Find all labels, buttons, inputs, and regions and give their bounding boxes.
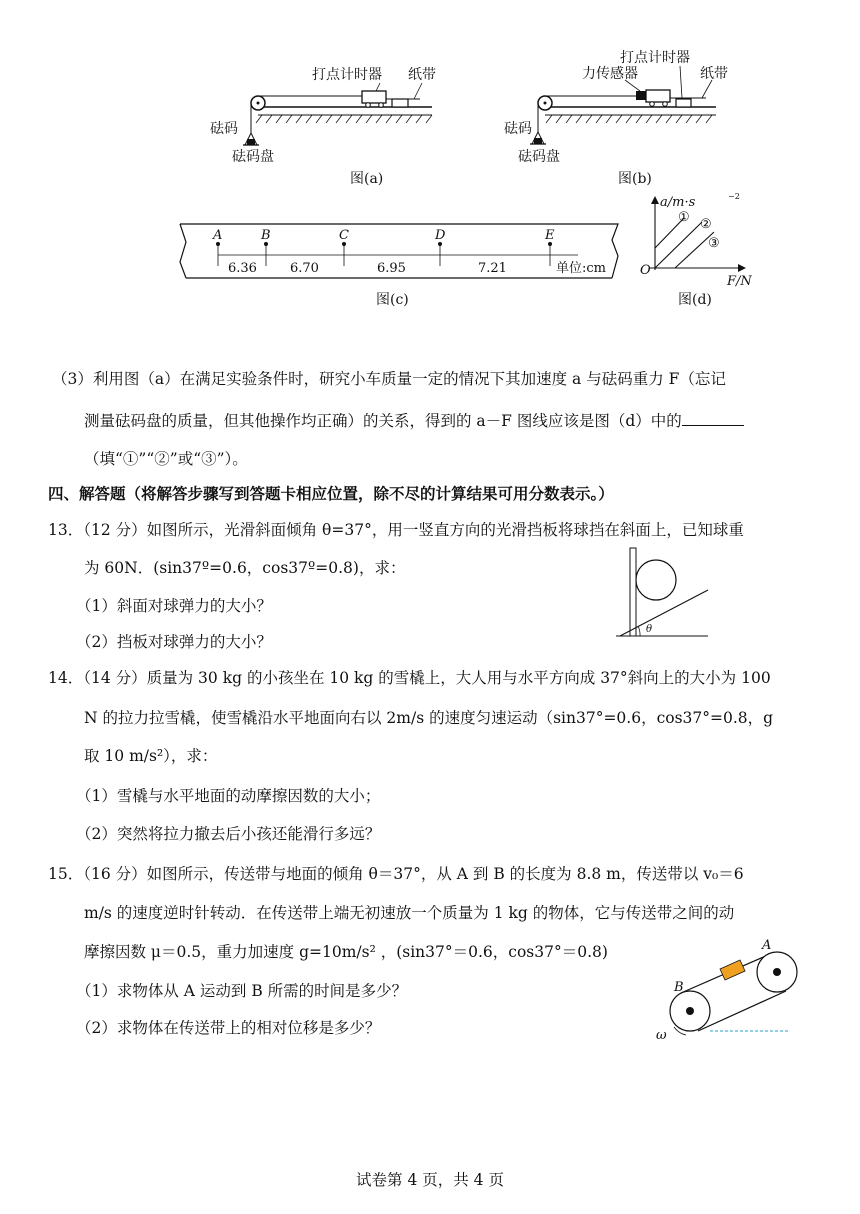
answer-blank: [682, 409, 744, 426]
q12-3-line1: （3）利用图（a）在满足实验条件时，研究小车质量一定的情况下其加速度 a 与砝码重力 F（忘记: [52, 370, 726, 388]
q12-3-line2-text: 测量砝码盘的质量，但其他操作均正确）的关系，得到的 a－F 图线应该是图（d）中的: [84, 412, 682, 430]
q14-sub1: （1）雪橇与水平地面的动摩擦因数的大小；: [76, 787, 381, 805]
q13-sub2: （2）挡板对球弹力的大小？: [76, 633, 272, 651]
timer: [676, 99, 691, 107]
q15-sub1: （1）求物体从 A 运动到 B 所需的时间是多少？: [76, 982, 408, 1000]
cart: [646, 90, 670, 102]
line-label-1: ①: [678, 210, 690, 225]
q13-figure: [608, 540, 718, 642]
page-footer: 试卷第 4 页，共 4 页: [356, 1171, 504, 1189]
theta-label: θ: [646, 624, 653, 635]
q12-3-line2: [84, 409, 744, 431]
origin-label: O: [640, 263, 651, 278]
caption-a: 图(a): [350, 171, 384, 187]
timer: [392, 99, 408, 107]
distance-label: 7.21: [478, 261, 507, 276]
distance-label: 6.36: [228, 261, 257, 276]
figure-d: [630, 188, 770, 313]
point-label: A: [213, 228, 223, 243]
label-weight: 砝码: [504, 121, 532, 137]
q12-3-line3: （填“①”“②”或“③”）。: [84, 450, 248, 468]
point-label: C: [339, 228, 349, 243]
label-weight: 砝码: [210, 121, 238, 137]
label-timer: 打点计时器: [620, 50, 690, 66]
label-a: A: [762, 938, 772, 953]
label-sensor: 力传感器: [582, 66, 638, 82]
q13-line1: 13．（12 分）如图所示，光滑斜面倾角 θ=37°，用一竖直方向的光滑挡板将球挡在斜面上，已知球重: [48, 521, 744, 539]
distance-label: 6.95: [377, 261, 406, 276]
q15-sub2: （2）求物体在传送带上的相对位移是多少？: [76, 1019, 381, 1037]
y-axis-label: a/m·s: [660, 195, 696, 210]
label-pan: 砝码盘: [232, 149, 274, 165]
figure-a: [200, 55, 450, 190]
label-tape: 纸带: [700, 66, 728, 82]
line-label-3: ③: [708, 236, 720, 251]
q13-sub1: （1）斜面对球弹力的大小？: [76, 597, 272, 615]
force-sensor: [636, 91, 646, 100]
q14-line1: 14．（14 分）质量为 30 kg 的小孩坐在 10 kg 的雪橇上，大人用与水平方向成 37°斜向上的大小为 100: [48, 669, 771, 687]
unit-label: 单位:cm: [556, 261, 606, 276]
q15-line3: 摩擦因数 μ＝0.5，重力加速度 g=10m/s² ，(sin37°＝0.6，cos37°＝0.8): [84, 943, 608, 961]
distance-label: 6.70: [290, 261, 319, 276]
q13-line2: 为 60N．(sin37º=0.6，cos37º=0.8)，求：: [84, 559, 406, 577]
x-axis-label: F/N: [727, 274, 752, 289]
q14-line3: 取 10 m/s²），求：: [84, 747, 218, 765]
caption-c: 图(c): [376, 292, 409, 308]
q14-line2: N 的拉力拉雪橇，使雪橇沿水平地面向右以 2m/s 的速度匀速运动（sin37°=0.6，cos37°=0.8，g: [84, 709, 774, 727]
graph-line-2: [655, 222, 702, 268]
label-b: B: [674, 980, 684, 995]
line-label-2: ②: [700, 217, 712, 232]
label-timer: 打点计时器: [312, 67, 382, 83]
caption-d: 图(d): [678, 292, 712, 308]
cart: [362, 91, 386, 103]
label-pan: 砝码盘: [518, 149, 560, 165]
label-tape: 纸带: [408, 67, 436, 83]
q15-figure: [648, 935, 793, 1045]
figure-c: [172, 218, 632, 313]
q15-line1: 15．（16 分）如图所示，传送带与地面的倾角 θ＝37°，从 A 到 B 的长度为 8.8 m，传送带以 v₀＝6: [48, 865, 744, 883]
y-axis-exponent: −2: [728, 192, 740, 201]
q15-line2: m/s 的速度逆时针转动．在传送带上端无初速放一个质量为 1 kg 的物体，它与传送带之间的动: [84, 904, 735, 922]
point-label: D: [435, 228, 446, 243]
ball: [636, 560, 676, 600]
object-block: [720, 960, 745, 980]
q14-sub2: （2）突然将拉力撤去后小孩还能滑行多远？: [76, 825, 381, 843]
section-title: 四、解答题（将解答步骤写到答题卡相应位置，除不尽的计算结果可用分数表示。）: [48, 484, 614, 503]
caption-b: 图(b): [618, 171, 652, 187]
point-label: E: [545, 228, 555, 243]
point-label: B: [261, 228, 271, 243]
figure-b: [500, 40, 740, 190]
label-omega: ω: [656, 1028, 667, 1043]
